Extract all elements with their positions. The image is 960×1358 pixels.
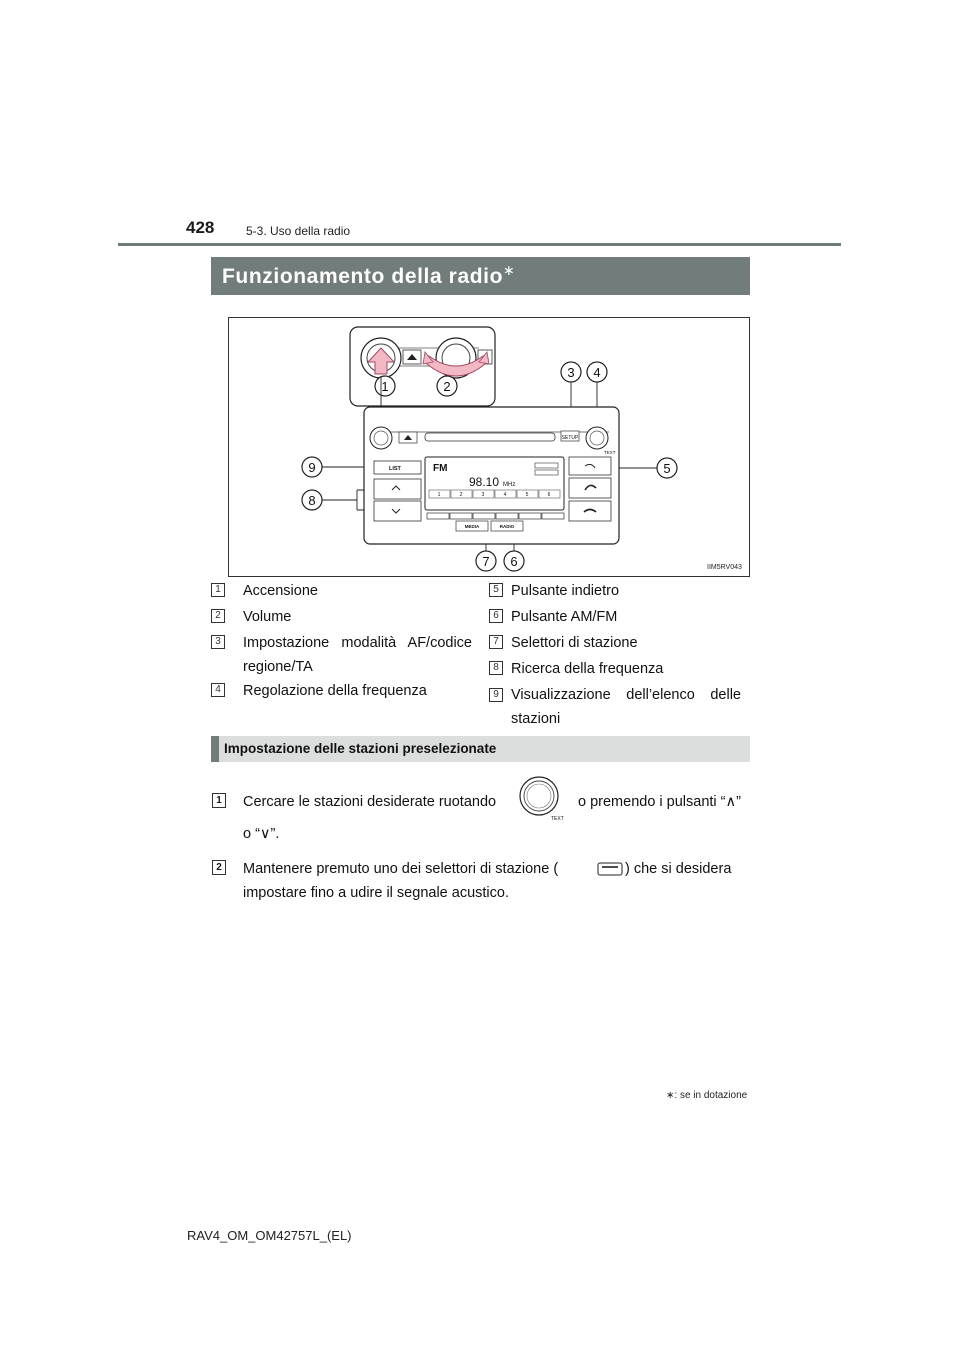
legend-item: Regolazione della frequenza xyxy=(243,683,427,699)
knob-text-label: TEXT xyxy=(551,816,564,822)
legend-badge: 8 xyxy=(489,661,503,675)
step-badge: 1 xyxy=(212,793,226,808)
cd-slot xyxy=(425,433,555,441)
footnote-mark: ∗ xyxy=(666,1090,675,1101)
legend-badge: 5 xyxy=(489,583,503,597)
legend-badge: 6 xyxy=(489,609,503,623)
legend-badge: 3 xyxy=(211,635,225,649)
svg-text:4: 4 xyxy=(503,492,507,498)
svg-text:2: 2 xyxy=(459,492,463,498)
svg-text:6: 6 xyxy=(547,492,551,498)
callout-2: 2 xyxy=(443,379,451,394)
step-text: o premendo i pulsanti “∧” xyxy=(578,794,741,810)
legend-badge: 7 xyxy=(489,635,503,649)
text-label: TEXT xyxy=(604,450,616,455)
phone-hangup-button xyxy=(569,501,611,521)
page-title-text: Funzionamento della radio xyxy=(222,265,504,288)
step-text: impostare fino a udire il segnale acustico. xyxy=(243,885,509,901)
footnote-text: : se in dotazione xyxy=(674,1090,748,1101)
step-badge: 2 xyxy=(212,860,226,875)
radio-illustration xyxy=(228,317,750,577)
svg-text:1: 1 xyxy=(437,492,441,498)
page-number: 428 xyxy=(186,218,215,237)
page-title xyxy=(222,262,515,289)
svg-text:3: 3 xyxy=(481,492,485,498)
callout-5: 5 xyxy=(663,461,671,476)
title-asterisk: ∗ xyxy=(503,262,516,278)
figure-id: IIM5RV043 xyxy=(707,564,742,571)
legend-item: Visualizzazione dell’elenco delle stazioni xyxy=(511,687,741,727)
svg-text:SETUP: SETUP xyxy=(561,435,579,441)
callout-3: 3 xyxy=(567,365,575,380)
legend-item: Selettori di stazione xyxy=(511,635,638,651)
legend-item: Ricerca della frequenza xyxy=(511,661,664,677)
section-title: 5-3. Uso della radio xyxy=(246,224,351,238)
subsection-accent xyxy=(211,736,219,762)
step-text: Mantenere premuto uno dei selettori di stazione ( xyxy=(243,861,559,877)
legend-item: Accensione xyxy=(243,583,318,599)
tune-knob-icon xyxy=(515,775,565,823)
radio-panel-drawing xyxy=(229,318,749,576)
phone-pickup-button xyxy=(569,478,611,498)
legend-item: Volume xyxy=(243,609,292,625)
svg-text:5: 5 xyxy=(525,492,529,498)
step-text: Cercare le stazioni desiderate ruotando xyxy=(243,794,497,810)
legend-badge: 4 xyxy=(211,683,225,697)
frequency-readout: 98.10 xyxy=(469,475,500,489)
station-selector-icon xyxy=(597,862,623,876)
step-text: o “∨”. xyxy=(243,826,280,842)
footnote xyxy=(666,1090,747,1101)
legend-badge: 2 xyxy=(211,609,225,623)
callout-9: 9 xyxy=(308,460,316,475)
header-rule xyxy=(118,243,841,246)
svg-text:LIST: LIST xyxy=(389,466,401,472)
legend-item: Impostazione modalità AF/codice regione/TA xyxy=(243,635,472,675)
callout-8: 8 xyxy=(308,493,316,508)
legend-badge: 1 xyxy=(211,583,225,597)
band-label: FM xyxy=(433,463,448,474)
callout-6: 6 xyxy=(510,554,518,569)
callout-1: 1 xyxy=(381,379,389,394)
back-button xyxy=(569,457,611,475)
subsection-title: Impostazione delle stazioni preselezionate xyxy=(224,741,497,756)
svg-text:MEDIA: MEDIA xyxy=(464,524,480,529)
legend-badge: 9 xyxy=(489,688,503,702)
document-id: RAV4_OM_OM42757L_(EL) xyxy=(187,1228,352,1243)
svg-text:RADIO: RADIO xyxy=(499,524,515,529)
step-text: ) che si desidera xyxy=(625,861,732,877)
legend-item: Pulsante indietro xyxy=(511,583,620,599)
seek-up-button xyxy=(374,479,421,499)
legend-item: Pulsante AM/FM xyxy=(511,609,618,625)
callout-4: 4 xyxy=(593,365,601,380)
callout-7: 7 xyxy=(482,554,490,569)
frequency-unit: MHz xyxy=(503,482,516,488)
